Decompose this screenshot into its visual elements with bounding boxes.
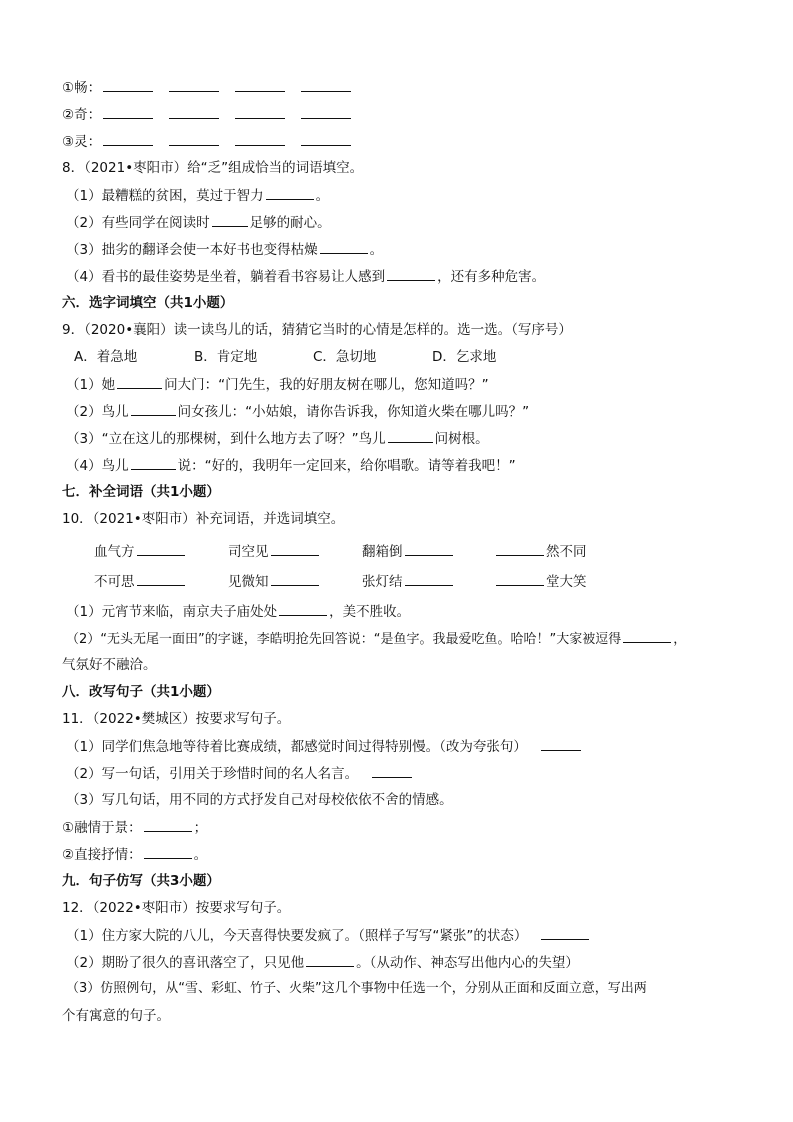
- word-fill-item: 不可思: [94, 571, 187, 592]
- option-c: C．急切地: [313, 349, 377, 365]
- option-d: D．乞求地: [432, 349, 497, 365]
- answer-blank[interactable]: [235, 131, 285, 146]
- answer-blank[interactable]: [496, 571, 544, 586]
- q11-sentence-3: （3）写几句话，用不同的方式抒发自己对母校依依不舍的情感。: [66, 792, 453, 808]
- answer-blank[interactable]: [131, 455, 176, 470]
- answer-blank[interactable]: [144, 817, 192, 832]
- q8-sentence-2: （2）有些同学在阅读时 足够的耐心。: [66, 212, 331, 232]
- answer-blank[interactable]: [137, 571, 185, 586]
- section-heading-7: 七．补全词语（共1小题）: [62, 484, 220, 500]
- answer-blank[interactable]: [496, 541, 544, 556]
- option-a: A．着急地: [74, 349, 138, 365]
- q7-item-3: ③灵：: [62, 131, 353, 151]
- answer-blank[interactable]: [541, 925, 589, 940]
- answer-blank[interactable]: [405, 541, 453, 556]
- answer-blank[interactable]: [301, 131, 351, 146]
- answer-blank[interactable]: [103, 104, 153, 119]
- answer-blank[interactable]: [541, 736, 581, 751]
- answer-blank[interactable]: [405, 571, 453, 586]
- q9-sentence-4: （4）鸟儿 说：“好的，我明年一定回来，给你唱歌。请等着我吧！”: [66, 455, 516, 475]
- answer-blank[interactable]: [623, 628, 671, 643]
- answer-blank[interactable]: [235, 77, 285, 92]
- q11-sub-a: ①融情于景： ；: [62, 817, 207, 837]
- answer-blank[interactable]: [271, 571, 319, 586]
- answer-blank[interactable]: [301, 77, 351, 92]
- q10-word-row-2: [0, 571, 793, 591]
- word-fill-item: 司空见: [228, 541, 321, 562]
- answer-blank[interactable]: [388, 428, 433, 443]
- word-fill-item: 堂大笑: [494, 571, 587, 592]
- answer-blank[interactable]: [387, 266, 435, 281]
- answer-blank[interactable]: [372, 763, 412, 778]
- section-heading-8: 八．改写句子（共1小题）: [62, 684, 220, 700]
- answer-blank[interactable]: [279, 601, 327, 616]
- section-heading-9: 九．句子仿写（共3小题）: [62, 873, 220, 889]
- word-fill-item: 血气方: [94, 541, 187, 562]
- q7-item-2: ②奇：: [62, 104, 353, 124]
- q12-sentence-3: （3）仿照例句，从“雪、彩虹、竹子、火柴”这几个事物中任选一个，分别从正面和反面立意，写出两: [66, 981, 647, 996]
- answer-blank[interactable]: [103, 131, 153, 146]
- answer-blank[interactable]: [169, 104, 219, 119]
- q8-sentence-3: （3）拙劣的翻译会使一本好书也变得枯燥 。: [66, 239, 383, 259]
- word-fill-item: 然不同: [494, 541, 587, 562]
- q11-sentence-1: （1）同学们焦急地等待着比赛成绩，都感觉时间过得特别慢。（改为夸张句）: [66, 736, 583, 756]
- q12-stem: 12．（2022•枣阳市）按要求写句子。: [62, 900, 291, 916]
- answer-blank[interactable]: [301, 104, 351, 119]
- answer-blank[interactable]: [137, 541, 185, 556]
- q11-stem: 11．（2022•樊城区）按要求写句子。: [62, 711, 291, 727]
- q12-sentence-3-cont: 个有寓意的句子。: [62, 1008, 170, 1024]
- q9-sentence-3: （3）“立在这儿的那棵树，到什么地方去了呀？”鸟儿 问树根。: [66, 428, 489, 448]
- answer-blank[interactable]: [266, 185, 314, 200]
- answer-blank[interactable]: [306, 952, 354, 967]
- q9-stem: 9．（2020•襄阳）读一读鸟儿的话，猜猜它当时的心情是怎样的。选一选。（写序号）: [62, 322, 572, 338]
- q8-stem: 8．（2021•枣阳市）给“乏”组成恰当的词语填空。: [62, 160, 364, 176]
- q11-sub-b: ②直接抒情： 。: [62, 844, 207, 864]
- q10-sentence-2: （2）“无头无尾一面田”的字谜，李皓明抢先回答说：“是鱼字。我最爱吃鱼。哈哈！”大家被逗得 ，: [66, 628, 686, 648]
- q8-sentence-4: （4）看书的最佳姿势是坐着，躺着看书容易让人感到 ，还有多种危害。: [66, 266, 545, 286]
- answer-blank[interactable]: [103, 77, 153, 92]
- q8-sentence-1: （1）最糟糕的贫困，莫过于智力 。: [66, 185, 329, 205]
- answer-blank[interactable]: [235, 104, 285, 119]
- answer-blank[interactable]: [320, 239, 368, 254]
- answer-blank[interactable]: [169, 77, 219, 92]
- answer-blank[interactable]: [144, 844, 192, 859]
- q11-sentence-2: （2）写一句话，引用关于珍惜时间的名人名言。: [66, 763, 414, 783]
- answer-blank[interactable]: [271, 541, 319, 556]
- q12-sentence-1: （1）住方家大院的八儿，今天喜得快要发疯了。（照样子写写“紧张”的状态）: [66, 925, 591, 945]
- q10-sentence-1: （1）元宵节来临，南京夫子庙处处 ，美不胜收。: [66, 601, 410, 621]
- word-fill-item: 张灯结: [362, 571, 455, 592]
- answer-blank[interactable]: [117, 374, 162, 389]
- section-heading-6: 六．选字词填空（共1小题）: [62, 295, 234, 311]
- answer-blank[interactable]: [131, 401, 176, 416]
- word-fill-item: 见微知: [228, 571, 321, 592]
- answer-blank[interactable]: [169, 131, 219, 146]
- answer-blank[interactable]: [212, 212, 248, 227]
- q10-sentence-2-cont: 气氛好不融洽。: [62, 657, 157, 673]
- word-fill-item: 翻箱倒: [362, 541, 455, 562]
- q9-sentence-1: （1）她 问大门：“门先生，我的好朋友树在哪儿，您知道吗？”: [66, 374, 489, 394]
- q12-sentence-2: （2）期盼了很久的喜讯落空了，只见他 。（从动作、神态写出他内心的失望）: [66, 952, 579, 972]
- q9-sentence-2: （2）鸟儿 问女孩儿：“小姑娘，请你告诉我，你知道火柴在哪儿吗？”: [66, 401, 529, 421]
- option-b: B．肯定地: [194, 349, 258, 365]
- q10-word-row-1: [0, 541, 793, 561]
- q10-stem: 10．（2021•枣阳市）补充词语，并选词填空。: [62, 511, 345, 527]
- q7-item-1: ①畅：: [62, 77, 353, 97]
